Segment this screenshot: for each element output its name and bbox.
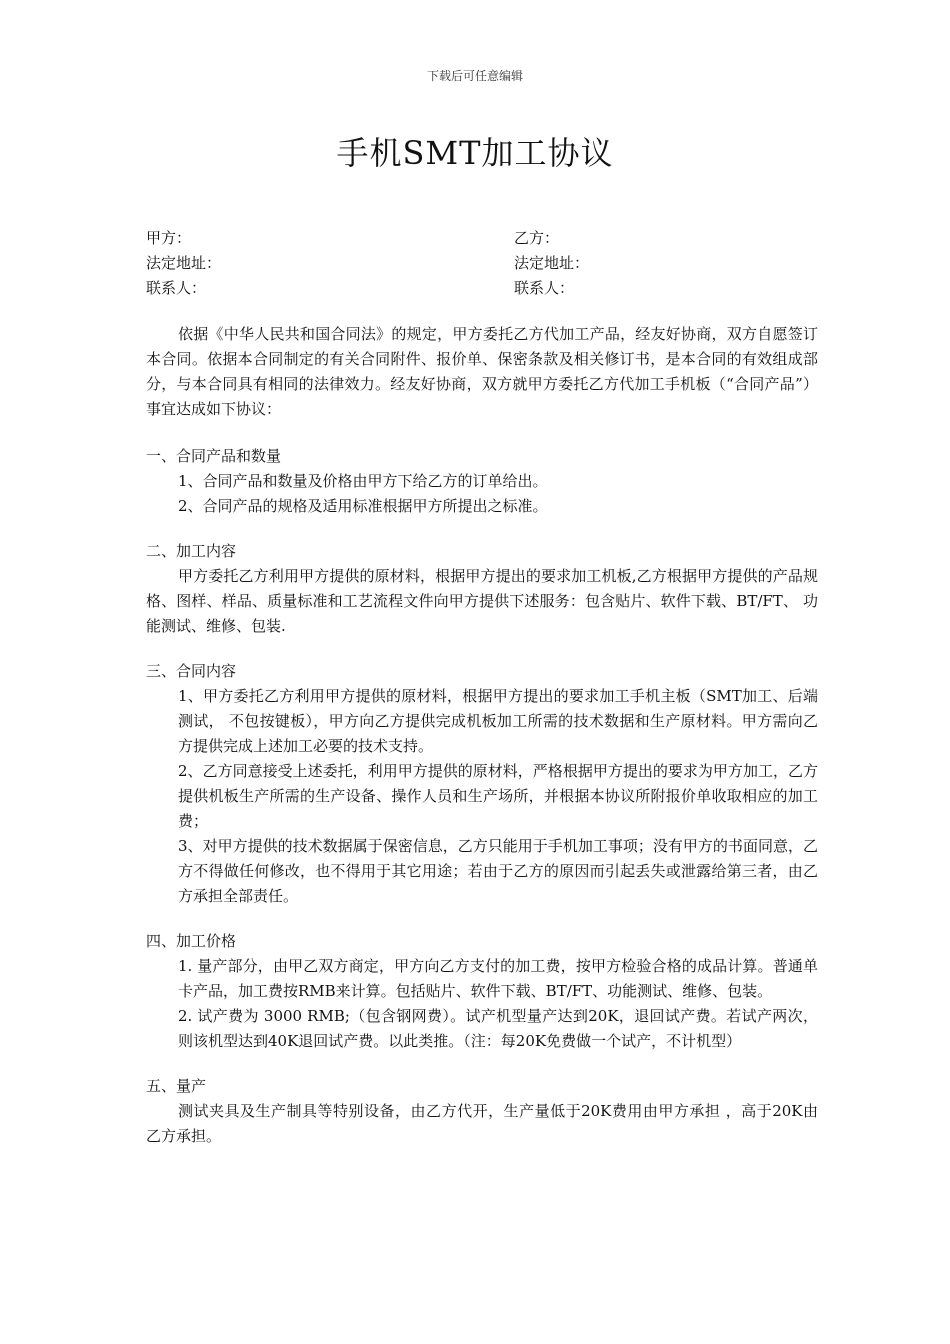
party-row-name [146,226,826,251]
parties-block [146,226,826,301]
clause-item: 1、甲方委托乙方利用甲方提供的原材料，根据甲方提出的要求加工手机主板（SMT加工、后端测试， 不包按键板），甲方向乙方提供完成机板加工所需的技术数据和生产原材料。甲方需向乙方提供完成上述加工必要的技术支持。 [178,687,818,755]
party-b-label: 乙方： [514,229,560,247]
section-title: 五、量产 [146,1077,207,1095]
section-contract-content [146,659,818,909]
clause-item: 1. 量产部分，由甲乙双方商定，甲方向乙方支付的加工费，按甲方检验合格的成品计算。普通单卡产品，加工费按RMB来计算。包括贴片、软件下载、BT/FT、功能测试、维修、包装。 [178,957,818,1000]
section-processing [146,539,818,639]
section-title: 三、合同内容 [146,662,237,680]
intro-paragraph: 依据《中华人民共和国合同法》的规定，甲方委托乙方代加工产品，经友好协商，双方自愿签订本合同。依据本合同制定的有关合同附件、报价单、保密条款及相关修订书，是本合同的有效组成部分，与本合同具有相同的法律效力。经友好协商，双方就甲方委托乙方代加工手机板（“合同产品”）事宜达成如下协议： [146,325,818,418]
section-title: 二、加工内容 [146,542,237,560]
document-title: 手机SMT加工协议 [336,134,614,172]
section-title: 四、加工价格 [146,932,237,950]
party-b-address-label: 法定地址： [514,254,590,272]
section-pricing [146,929,818,1054]
party-b-contact-label: 联系人： [514,279,575,297]
clause-item: 3、对甲方提供的技术数据属于保密信息，乙方只能用于手机加工事项；没有甲方的书面同意，乙方不得做任何修改，也不得用于其它用途；若由于乙方的原因而引起丢失或泄露给第三者，由乙方承担全部责任。 [178,837,818,905]
section-paragraph: 测试夹具及生产制具等特别设备，由乙方代开，生产量低于20K费用由甲方承担 ，高于20K由 乙方承担。 [146,1102,818,1145]
party-a-label: 甲方： [146,229,192,247]
clause-item: 2、合同产品的规格及适用标准根据甲方所提出之标准。 [178,497,548,515]
section-paragraph: 甲方委托乙方利用甲方提供的原材料，根据甲方提出的要求加工机板,乙方根据甲方提供的产品规格、图样、样品、质量标准和工艺流程文件向甲方提供下述服务：包含贴片、软件下载、BT/FT、 功能测试、维修、包装. [146,567,818,635]
party-a-address-label: 法定地址： [146,254,222,272]
clause-item: 2、乙方同意接受上述委托，利用甲方提供的原材料，严格根据甲方提出的要求为甲方加工，乙方提供机板生产所需的生产设备、操作人员和生产场所，并根据本协议所附报价单收取相应的加工费； [178,762,818,830]
header-note: 下载后可任意编辑 [426,69,523,83]
party-a-contact-label: 联系人： [146,279,207,297]
section-mass-production [146,1074,818,1149]
clause-item: 2. 试产费为 3000 RMB;（包含钢网费）。试产机型量产达到20K，退回试产费。若试产两次，则该机型达到40K退回试产费。以此类推。（注：每20K免费做一个试产，不计机型） [178,1007,818,1050]
party-row-contact [146,276,826,301]
section-products [146,444,818,519]
contract-body [146,322,818,1169]
party-row-address [146,251,826,276]
section-title: 一、合同产品和数量 [146,447,282,465]
clause-item: 1、合同产品和数量及价格由甲方下给乙方的订单给出。 [178,472,548,490]
